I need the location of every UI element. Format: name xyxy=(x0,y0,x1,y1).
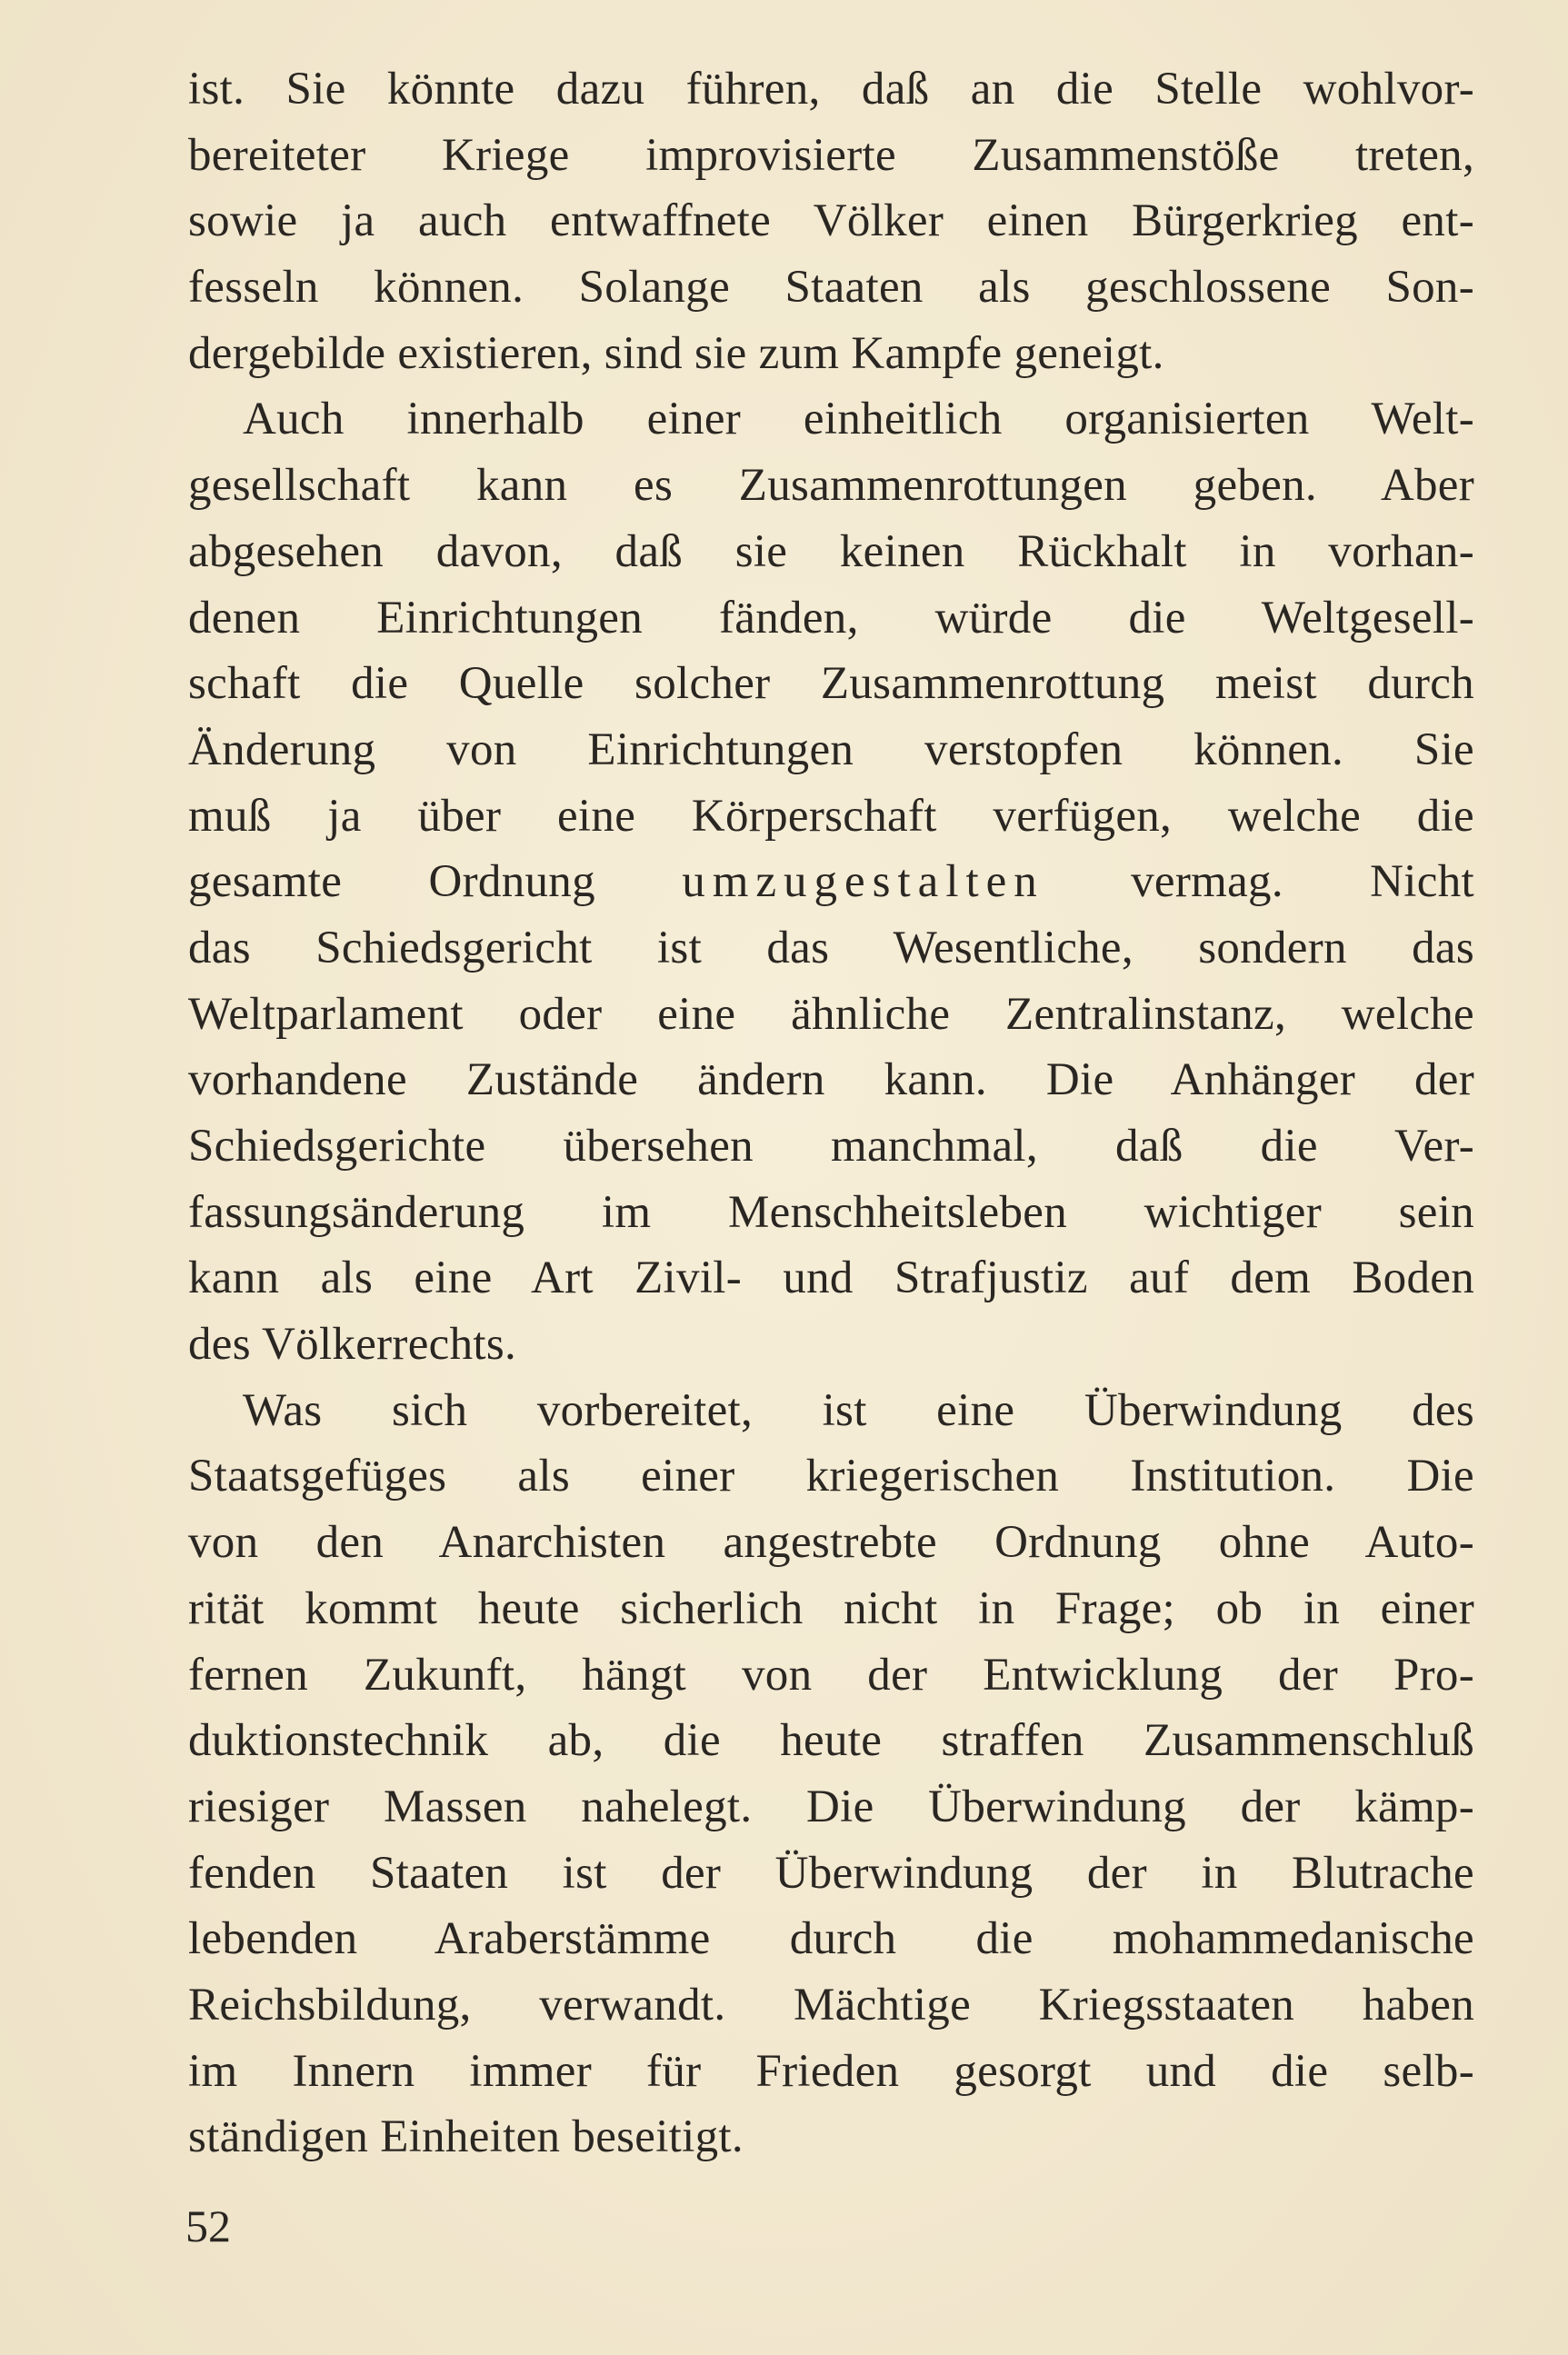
text-line: vorhandene Zustände ändern kann. Die Anhänger der xyxy=(188,1054,1474,1106)
text-line: Reichsbildung, verwandt. Mächtige Kriegsstaaten haben xyxy=(188,1979,1474,2031)
text-segment: vermag. Nicht xyxy=(1044,856,1474,908)
text-line: kann als eine Art Zivil- und Strafjustiz auf dem Boden xyxy=(188,1252,1474,1304)
text-line: fernen Zukunft, hängt von der Entwicklung der Pro- xyxy=(188,1649,1474,1701)
text-line: denen Einrichtungen fänden, würde die Weltgesell- xyxy=(188,592,1474,644)
text-line: ständigen Einheiten beseitigt. xyxy=(188,2111,744,2163)
text-line: duktionstechnik ab, die heute straffen Zusammenschluß xyxy=(188,1715,1474,1767)
text-line: Was sich vorbereitet, ist eine Überwindung des xyxy=(243,1384,1474,1436)
emphasized-word: umzugestalten xyxy=(682,856,1044,908)
text-line: das Schiedsgericht ist das Wesentliche, sondern das xyxy=(188,922,1474,973)
page-number: 52 xyxy=(185,2200,231,2251)
text-line: riesiger Massen nahelegt. Die Überwindung der kämp- xyxy=(188,1781,1474,1832)
text-line: rität kommt heute sicherlich nicht in Frage; ob in einer xyxy=(188,1582,1474,1634)
text-line: des Völkerrechts. xyxy=(188,1319,517,1371)
text-line: Weltparlament oder eine ähnliche Zentralinstanz, welche xyxy=(188,988,1474,1040)
text-line: von den Anarchisten angestrebte Ordnung ohne Auto- xyxy=(188,1517,1474,1569)
text-line: bereiteter Kriege improvisierte Zusammenstöße treten, xyxy=(188,129,1474,181)
text-line: Schiedsgerichte übersehen manchmal, daß die Ver- xyxy=(188,1121,1474,1172)
text-line: fenden Staaten ist der Überwindung der in Blutrache xyxy=(188,1847,1474,1899)
text-line: Auch innerhalb einer einheitlich organisierten Welt- xyxy=(243,394,1474,445)
text-line: abgesehen davon, daß sie keinen Rückhalt in vorhan- xyxy=(188,525,1474,577)
text-line: sowie ja auch entwaffnete Völker einen Bürgerkrieg ent- xyxy=(188,195,1474,247)
text-line: muß ja über eine Körperschaft verfügen, welche die xyxy=(188,790,1474,842)
text-segment: gesamte Ordnung xyxy=(188,856,683,908)
text-line: schaft die Quelle solcher Zusammenrottung meist durch xyxy=(188,658,1474,710)
text-line: im Innern immer für Frieden gesorgt und die selb- xyxy=(188,2045,1474,2097)
text-line xyxy=(188,849,1474,915)
text-line: fassungsänderung im Menschheitsleben wichtiger sein xyxy=(188,1186,1474,1238)
text-line: lebenden Araberstämme durch die mohammedanische xyxy=(188,1913,1474,1965)
text-line: dergebilde existieren, sind sie zum Kampfe geneigt. xyxy=(188,327,1164,379)
text-line: fesseln können. Solange Staaten als geschlossene Son- xyxy=(188,262,1474,314)
text-line: ist. Sie könnte dazu führen, daß an die Stelle wohlvor- xyxy=(188,64,1474,115)
text-line: Änderung von Einrichtungen verstopfen können. Sie xyxy=(188,723,1474,775)
text-line: Staatsgefüges als einer kriegerischen Institution. Die xyxy=(188,1451,1474,1502)
body-text xyxy=(188,56,1474,2170)
text-line: gesellschaft kann es Zusammenrottungen geben. Aber xyxy=(188,460,1474,512)
